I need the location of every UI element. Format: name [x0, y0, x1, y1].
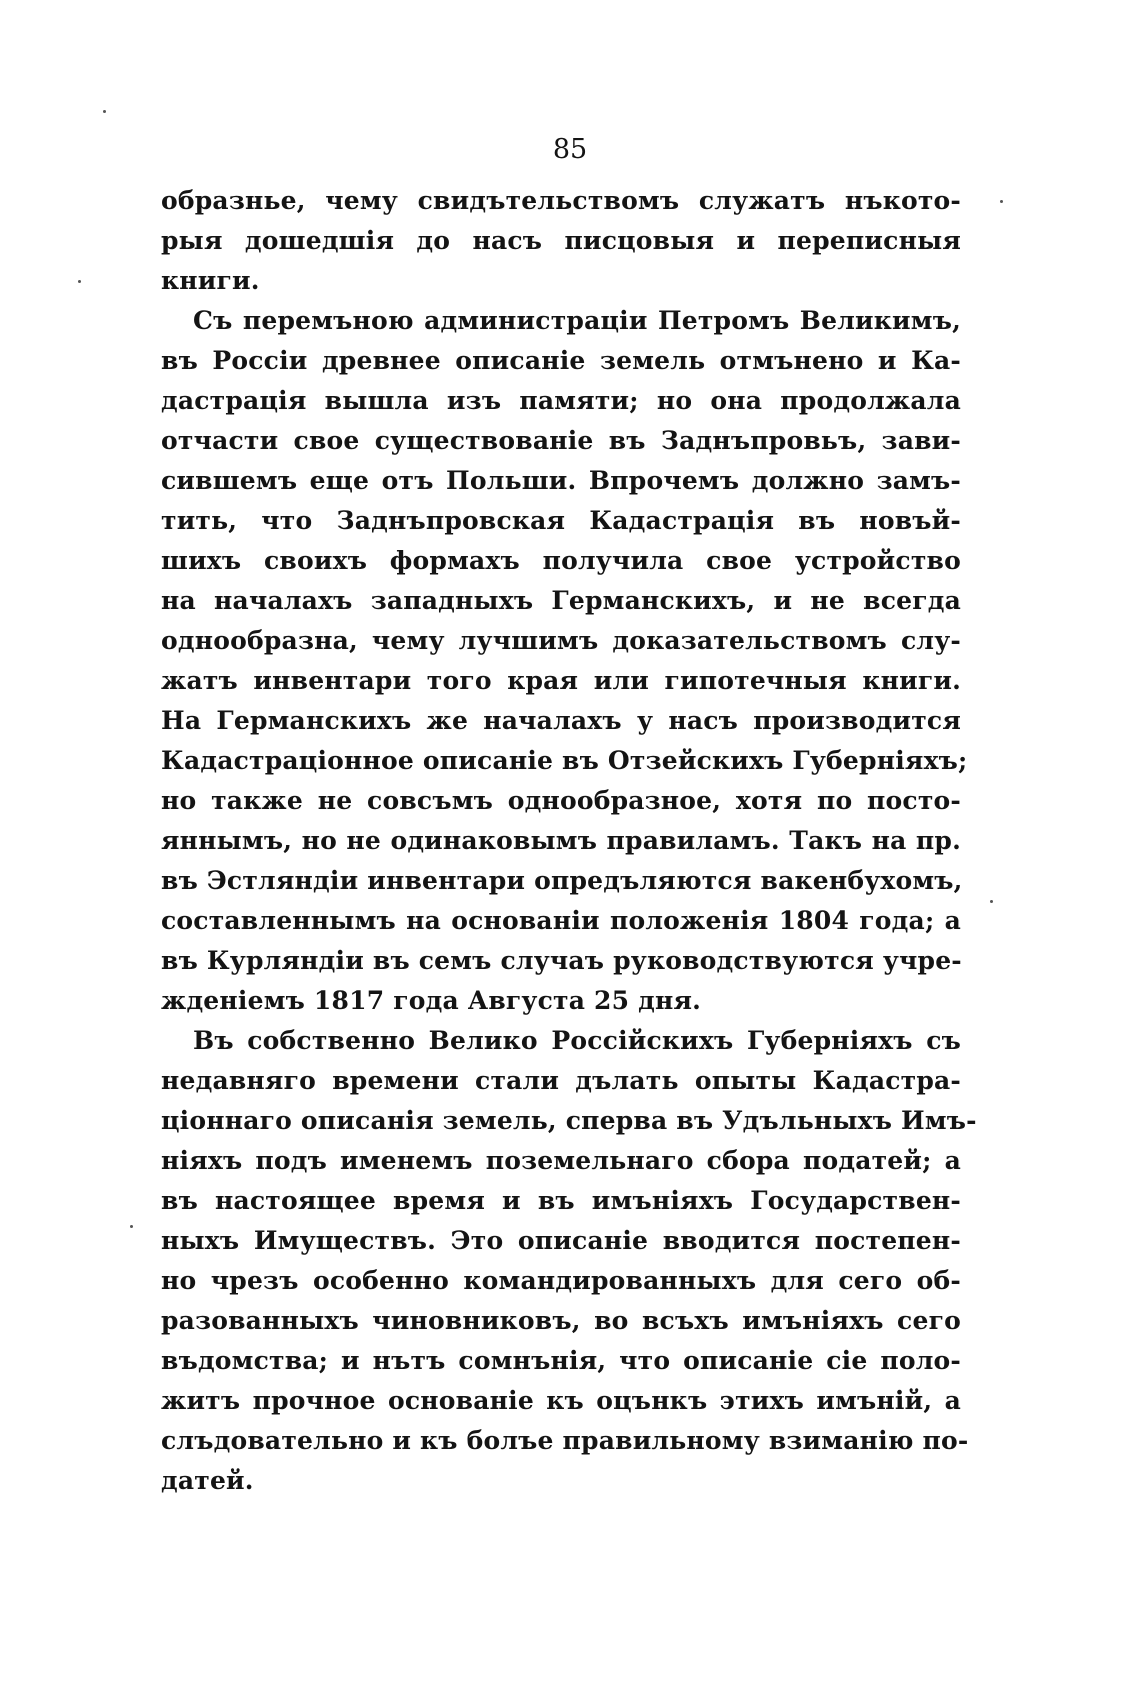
text-line: яннымъ, но не одинаковымъ правиламъ. Такъ на пр. — [161, 826, 961, 855]
text-line: отчасти свое существованіе въ Заднъпровьъ, зави- — [161, 426, 961, 455]
text-line: рыя дошедшія до насъ писцовыя и переписныя — [161, 226, 961, 255]
text-line: образнье, чему свидътельствомъ служатъ нъкото- — [161, 186, 961, 215]
paragraph-1 — [161, 181, 961, 301]
text-line: но чрезъ особенно командированныхъ для сего об- — [161, 1266, 961, 1295]
paper-speck — [1000, 200, 1003, 203]
paper-speck — [130, 1225, 133, 1228]
text-line: датей. — [161, 1466, 254, 1495]
text-line: Въ собственно Велико Россійскихъ Губерніяхъ съ — [193, 1026, 961, 1055]
text-line: слъдовательно и къ болъе правильному взиманію по- — [161, 1426, 969, 1455]
text-line: въ Курляндіи въ семъ случаъ руководствуются учре- — [161, 946, 962, 975]
paper-speck — [78, 280, 81, 283]
page-number: 85 — [552, 134, 588, 165]
text-line: разованныхъ чиновниковъ, во всъхъ имъніяхъ сего — [161, 1306, 961, 1335]
text-line: жденіемъ 1817 года Августа 25 дня. — [161, 986, 702, 1015]
paper-speck — [990, 900, 993, 903]
text-line: ныхъ Имуществъ. Это описаніе вводится постепен- — [161, 1226, 961, 1255]
text-line: на началахъ западныхъ Германскихъ, и не всегда — [161, 586, 961, 615]
text-line: Кадастраціонное описаніе въ Отзейскихъ Губерніяхъ; — [161, 746, 968, 775]
text-line: въ Эстляндіи инвентари опредъляются вакенбухомъ, — [161, 866, 963, 895]
text-line: тить, что Заднъпровская Кадастрація въ новъй- — [161, 506, 961, 535]
text-line: но также не совсъмъ однообразное, хотя по посто- — [161, 786, 961, 815]
text-line: въ настоящее время и въ имъніяхъ Государствен- — [161, 1186, 961, 1215]
text-line: ціоннаго описанія земель, сперва въ Удъльныхъ Имъ- — [161, 1106, 977, 1135]
text-line: дастрація вышла изъ памяти; но она продолжала — [161, 386, 961, 415]
text-line: житъ прочное основаніе къ оцънкъ этихъ имъній, а — [161, 1386, 961, 1415]
text-line: На Германскихъ же началахъ у насъ производится — [161, 706, 961, 735]
text-line: шихъ своихъ формахъ получила свое устройство — [161, 546, 961, 575]
text-line: сившемъ еще отъ Польши. Впрочемъ должно замъ- — [161, 466, 961, 495]
text-line: недавняго времени стали дълать опыты Кадастра- — [161, 1066, 961, 1095]
text-line: ніяхъ подъ именемъ поземельнаго сбора податей; а — [161, 1146, 961, 1175]
paragraph-2 — [161, 301, 968, 1021]
text-line: книги. — [161, 266, 260, 295]
paper-speck — [103, 110, 106, 113]
text-line: въдомства; и нътъ сомнънія, что описаніе сіе поло- — [161, 1346, 961, 1375]
text-line: Съ перемъною администраціи Петромъ Великимъ, — [193, 306, 961, 335]
text-line: однообразна, чему лучшимъ доказательствомъ слу- — [161, 626, 961, 655]
text-line: жатъ инвентари того края или гипотечныя книги. — [161, 666, 961, 695]
body-text — [161, 181, 977, 1501]
text-line: составленнымъ на основаніи положенія 1804 года; а — [161, 906, 961, 935]
paragraph-3 — [161, 1021, 977, 1501]
text-line: въ Россіи древнее описаніе земель отмънено и Ка- — [161, 346, 961, 375]
